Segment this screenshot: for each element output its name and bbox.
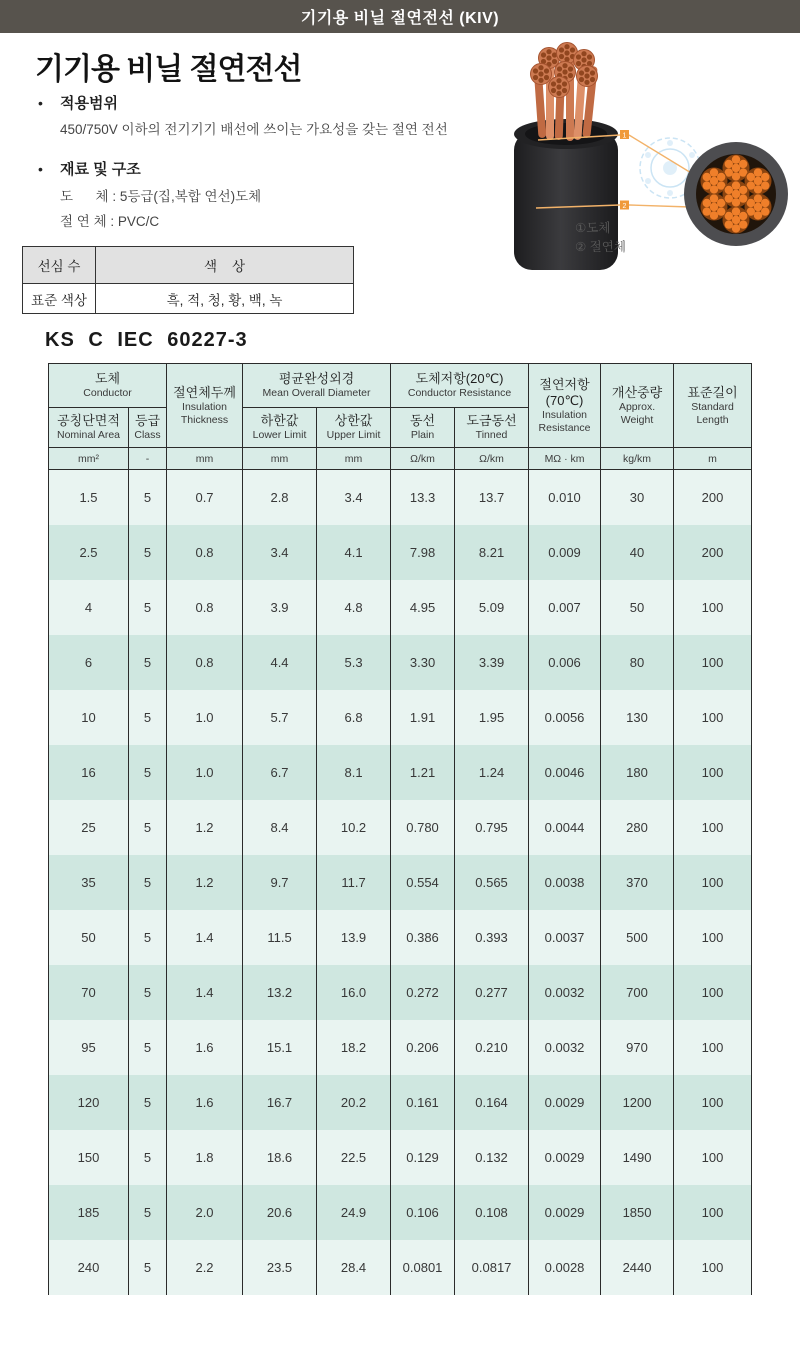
spec-table-row xyxy=(49,690,752,745)
spec-table-cell: 13.2 xyxy=(243,965,317,1020)
spec-table-cell: 80 xyxy=(601,635,674,690)
spec-table-cell: 95 xyxy=(49,1020,129,1075)
spec-table-cell: 70 xyxy=(49,965,129,1020)
spec-table-cell: 0.0056 xyxy=(529,690,601,745)
spec-table-row xyxy=(49,855,752,910)
spec-table-cell: 1850 xyxy=(601,1185,674,1240)
scope-heading: 적용범위 xyxy=(60,95,118,112)
spec-table-cell: 100 xyxy=(674,635,752,690)
marker-1 xyxy=(620,130,629,139)
spec-table-cell: 3.4 xyxy=(317,470,391,525)
spec-table-cell: 0.8 xyxy=(167,635,243,690)
spec-table-cell: 0.0037 xyxy=(529,910,601,965)
spec-table-cell: 0.8 xyxy=(167,525,243,580)
spec-table-cell: 5 xyxy=(129,910,167,965)
subheader-tinned xyxy=(455,408,529,448)
subheader-lower-limit-ko: 하한값 xyxy=(260,413,299,429)
spec-table-cell: 3.4 xyxy=(243,525,317,580)
spec-table-cell: 0.393 xyxy=(455,910,529,965)
spec-table-cell: 2.8 xyxy=(243,470,317,525)
spec-table-cell: 1.2 xyxy=(167,800,243,855)
spec-table-cell: 150 xyxy=(49,1130,129,1185)
spec-table-row xyxy=(49,1240,752,1295)
spec-table-cell: 130 xyxy=(601,690,674,745)
spec-table-cell: 2.0 xyxy=(167,1185,243,1240)
spec-table-head xyxy=(49,364,752,470)
spec-table-cell: 370 xyxy=(601,855,674,910)
spec-table-cell: 5.3 xyxy=(317,635,391,690)
spec-table-cell: 6.8 xyxy=(317,690,391,745)
spec-table-cell: 1.4 xyxy=(167,910,243,965)
spec-table-cell: 5 xyxy=(129,965,167,1020)
spec-table-cell: 1.91 xyxy=(391,690,455,745)
spec-table-cell: 500 xyxy=(601,910,674,965)
spec-table-cell: 1.24 xyxy=(455,745,529,800)
spec-table-cell: 0.386 xyxy=(391,910,455,965)
header-length-ko: 표준길이 xyxy=(687,384,738,400)
header-weight xyxy=(601,364,674,448)
spec-table-cell: 0.7 xyxy=(167,470,243,525)
bullet-materials xyxy=(38,158,478,179)
spec-table-cell: 4.8 xyxy=(317,580,391,635)
spec-table-cell: 11.5 xyxy=(243,910,317,965)
header-diameter-en: Mean Overall Diameter xyxy=(262,387,371,400)
subheader-upper-limit-ko: 상한값 xyxy=(334,413,373,429)
header-conductor xyxy=(49,364,167,408)
spec-table-cell: 18.2 xyxy=(317,1020,391,1075)
standard-code: KS C IEC 60227-3 xyxy=(45,329,248,351)
spec-table-cell: 0.780 xyxy=(391,800,455,855)
subheader-lower-limit xyxy=(243,408,317,448)
spec-table-cell: 20.2 xyxy=(317,1075,391,1130)
spec-table-cell: 0.009 xyxy=(529,525,601,580)
spec-table-cell: 0.006 xyxy=(529,635,601,690)
spec-table-cell: 18.6 xyxy=(243,1130,317,1185)
header-insulation-resistance-ko: 절연저항(70℃) xyxy=(539,376,590,408)
spec-table-cell: 0.0029 xyxy=(529,1130,601,1185)
svg-text:2: 2 xyxy=(622,202,627,210)
spec-table-cell: 5 xyxy=(129,1240,167,1295)
spec-table-cell: 2.2 xyxy=(167,1240,243,1295)
subheader-plain-ko: 동선 xyxy=(409,413,436,429)
spec-table-cell: 200 xyxy=(674,525,752,580)
spec-table-cell: 7.98 xyxy=(391,525,455,580)
spec-table-cell: 0.277 xyxy=(455,965,529,1020)
spec-table-cell: 20.6 xyxy=(243,1185,317,1240)
spec-table-cell: 100 xyxy=(674,910,752,965)
header-conductor-ko: 도체 xyxy=(94,371,121,387)
spec-table-cell: 16.0 xyxy=(317,965,391,1020)
spec-table-cell: 0.206 xyxy=(391,1020,455,1075)
spec-table-cell: 185 xyxy=(49,1185,129,1240)
spec-table-cell: 28.4 xyxy=(317,1240,391,1295)
header-weight-en: Approx. Weight xyxy=(618,401,656,426)
spec-table-cell: 0.0032 xyxy=(529,1020,601,1075)
spec-table-cell: 1.6 xyxy=(167,1075,243,1130)
color-header: 색 상 xyxy=(96,247,354,284)
svg-text:1: 1 xyxy=(622,132,627,140)
cable-figure-svg xyxy=(478,42,790,270)
spec-table-cell: 5.7 xyxy=(243,690,317,745)
spec-table-cell: 10 xyxy=(49,690,129,745)
spec-table-cell: 180 xyxy=(601,745,674,800)
spec-table-cell: 200 xyxy=(674,470,752,525)
group-header-row xyxy=(49,364,752,408)
spec-table-cell: 1.21 xyxy=(391,745,455,800)
spec-table-cell: 0.0029 xyxy=(529,1075,601,1130)
unit-lower-limit: mm xyxy=(243,448,317,470)
spec-table-cell: 0.210 xyxy=(455,1020,529,1075)
spec-table-cell: 4.4 xyxy=(243,635,317,690)
spec-table-cell: 8.1 xyxy=(317,745,391,800)
marker-2 xyxy=(620,201,629,210)
bullet-scope xyxy=(38,92,478,113)
spec-table-cell: 1.0 xyxy=(167,745,243,800)
subheader-class xyxy=(129,408,167,448)
spec-table-cell: 5 xyxy=(129,1020,167,1075)
spec-table xyxy=(48,363,752,1295)
spec-table-cell: 4 xyxy=(49,580,129,635)
spec-table-cell: 240 xyxy=(49,1240,129,1295)
subheader-upper-limit-en: Upper Limit xyxy=(326,429,381,442)
spec-table-cell: 5 xyxy=(129,1185,167,1240)
subheader-nominal-area-ko: 공칭단면적 xyxy=(57,413,120,429)
spec-table-cell: 5 xyxy=(129,580,167,635)
spec-table-cell: 13.7 xyxy=(455,470,529,525)
spec-table-cell: 50 xyxy=(601,580,674,635)
spec-table-cell: 10.2 xyxy=(317,800,391,855)
spec-table-cell: 0.0032 xyxy=(529,965,601,1020)
spec-table-cell: 0.0038 xyxy=(529,855,601,910)
spec-table-body xyxy=(49,470,752,1295)
spec-table-cell: 8.4 xyxy=(243,800,317,855)
spec-table-cell: 16 xyxy=(49,745,129,800)
subheader-upper-limit xyxy=(317,408,391,448)
spec-table-cell: 100 xyxy=(674,1240,752,1295)
spec-table-cell: 2440 xyxy=(601,1240,674,1295)
spec-table-cell: 24.9 xyxy=(317,1185,391,1240)
spec-table-row xyxy=(49,1020,752,1075)
spec-table-cell: 1490 xyxy=(601,1130,674,1185)
spec-table-cell: 5 xyxy=(129,470,167,525)
spec-table-cell: 0.010 xyxy=(529,470,601,525)
spec-table-row xyxy=(49,635,752,690)
spec-table-cell: 13.9 xyxy=(317,910,391,965)
header-insulation-thickness-ko: 절연체두께 xyxy=(173,384,236,400)
header-conductor-en: Conductor xyxy=(83,387,132,400)
header-insulation-resistance xyxy=(529,364,601,448)
spec-table-cell: 1.0 xyxy=(167,690,243,745)
unit-insulation-resistance: MΩ · km xyxy=(529,448,601,470)
spec-table-cell: 0.164 xyxy=(455,1075,529,1130)
bullet-dot-icon: • xyxy=(38,95,43,111)
spec-table-row xyxy=(49,470,752,525)
subheader-plain xyxy=(391,408,455,448)
spec-table-cell: 0.0044 xyxy=(529,800,601,855)
top-title-bar xyxy=(0,0,800,33)
spec-table-cell: 5 xyxy=(129,635,167,690)
spec-table-cell: 5 xyxy=(129,855,167,910)
header-conductor-resistance-en: Conductor Resistance xyxy=(407,387,512,400)
color-table xyxy=(22,246,354,314)
unit-header-row xyxy=(49,448,752,470)
cable-cross-section xyxy=(684,142,788,246)
subheader-nominal-area-en: Nominal Area xyxy=(56,429,121,442)
spec-table-cell: 100 xyxy=(674,855,752,910)
spec-table-cell: 2.5 xyxy=(49,525,129,580)
header-insulation-thickness xyxy=(167,364,243,448)
spec-table-cell: 100 xyxy=(674,1020,752,1075)
header-conductor-resistance xyxy=(391,364,529,408)
spec-table-cell: 0.0046 xyxy=(529,745,601,800)
subheader-class-ko: 등급 xyxy=(134,413,161,429)
spec-table-cell: 5 xyxy=(129,745,167,800)
spec-table-cell: 100 xyxy=(674,800,752,855)
spec-table-cell: 0.106 xyxy=(391,1185,455,1240)
spec-table-cell: 0.129 xyxy=(391,1130,455,1185)
color-table-data-row xyxy=(23,284,354,314)
unit-plain: Ω/km xyxy=(391,448,455,470)
subheader-nominal-area xyxy=(49,408,129,448)
spec-table-cell: 100 xyxy=(674,580,752,635)
spec-table-cell: 5 xyxy=(129,1075,167,1130)
spec-table-cell: 0.272 xyxy=(391,965,455,1020)
spec-table-cell: 1.5 xyxy=(49,470,129,525)
header-conductor-resistance-ko: 도체저항(20℃) xyxy=(415,371,504,387)
spec-table-cell: 970 xyxy=(601,1020,674,1075)
spec-table-cell: 5.09 xyxy=(455,580,529,635)
spec-table-cell: 0.161 xyxy=(391,1075,455,1130)
subheader-lower-limit-en: Lower Limit xyxy=(252,429,307,442)
spec-table-cell: 0.007 xyxy=(529,580,601,635)
spec-table-row xyxy=(49,580,752,635)
spec-table-cell: 120 xyxy=(49,1075,129,1130)
spec-table-cell: 0.132 xyxy=(455,1130,529,1185)
spec-table-cell: 280 xyxy=(601,800,674,855)
spec-table-cell: 13.3 xyxy=(391,470,455,525)
spec-table-cell: 100 xyxy=(674,690,752,745)
spec-table-cell: 0.0801 xyxy=(391,1240,455,1295)
spec-table-cell: 0.554 xyxy=(391,855,455,910)
subheader-tinned-ko: 도금동선 xyxy=(466,413,517,429)
spec-table-cell: 3.39 xyxy=(455,635,529,690)
spec-table-cell: 8.21 xyxy=(455,525,529,580)
spec-table-cell: 100 xyxy=(674,1130,752,1185)
spec-table-cell: 1.2 xyxy=(167,855,243,910)
materials-heading: 재료 및 구조 xyxy=(60,160,141,178)
unit-nominal-area: mm² xyxy=(49,448,129,470)
unit-upper-limit: mm xyxy=(317,448,391,470)
spec-table-row xyxy=(49,800,752,855)
standard-color-label: 표준 색상 xyxy=(23,284,96,314)
unit-class: - xyxy=(129,448,167,470)
spec-table-cell: 5 xyxy=(129,1130,167,1185)
spec-table-cell: 25 xyxy=(49,800,129,855)
spec-table-cell: 4.95 xyxy=(391,580,455,635)
bullet-dot-icon: • xyxy=(38,160,43,177)
spec-table-cell: 40 xyxy=(601,525,674,580)
spec-table-cell: 1200 xyxy=(601,1075,674,1130)
spec-table-cell: 0.565 xyxy=(455,855,529,910)
spec-table-cell: 30 xyxy=(601,470,674,525)
spec-table-cell: 0.0817 xyxy=(455,1240,529,1295)
spec-table-cell: 11.7 xyxy=(317,855,391,910)
spec-table-cell: 0.8 xyxy=(167,580,243,635)
color-table-header-row xyxy=(23,247,354,284)
spec-table-cell: 100 xyxy=(674,965,752,1020)
page-title: 기기용 비닐 절연전선 xyxy=(35,53,302,86)
cable-illustration xyxy=(478,42,790,270)
unit-length: m xyxy=(674,448,752,470)
spec-table-cell: 16.7 xyxy=(243,1075,317,1130)
unit-tinned: Ω/km xyxy=(455,448,529,470)
intro-section xyxy=(38,92,478,234)
spec-table-cell: 100 xyxy=(674,1075,752,1130)
unit-weight: kg/km xyxy=(601,448,674,470)
materials-line-conductor: 도 체 : 5등급(집,복합 연선)도체 xyxy=(60,188,262,204)
spec-table-cell: 35 xyxy=(49,855,129,910)
header-insulation-thickness-en: Insulation Thickness xyxy=(180,401,229,426)
header-insulation-resistance-en: Insulation Resistance xyxy=(538,409,591,434)
spec-table-row xyxy=(49,965,752,1020)
spec-table-cell: 3.30 xyxy=(391,635,455,690)
top-title-text: 기기용 비닐 절연전선 (KIV) xyxy=(300,10,500,27)
spec-table-cell: 0.108 xyxy=(455,1185,529,1240)
header-length-en: Standard Length xyxy=(691,401,734,426)
spec-table-cell: 100 xyxy=(674,1185,752,1240)
spec-table-cell: 15.1 xyxy=(243,1020,317,1075)
spec-table-cell: 0.0028 xyxy=(529,1240,601,1295)
spec-table-cell: 700 xyxy=(601,965,674,1020)
spec-table-cell: 3.9 xyxy=(243,580,317,635)
standard-color-values: 흑, 적, 청, 황, 백, 녹 xyxy=(96,284,354,314)
header-weight-ko: 개산중량 xyxy=(611,384,663,400)
materials-line-insulation: 절 연 체 : PVC/C xyxy=(60,213,160,229)
spec-table-row xyxy=(49,1075,752,1130)
spec-table-cell: 5 xyxy=(129,525,167,580)
spec-table-cell: 1.6 xyxy=(167,1020,243,1075)
label-conductor: ①도체 xyxy=(575,221,611,235)
header-diameter xyxy=(243,364,391,408)
spec-table-cell: 5 xyxy=(129,800,167,855)
header-diameter-ko: 평균완성외경 xyxy=(278,371,355,387)
header-length xyxy=(674,364,752,448)
spec-table-cell: 22.5 xyxy=(317,1130,391,1185)
spec-table-cell: 0.0029 xyxy=(529,1185,601,1240)
spec-table-row xyxy=(49,910,752,965)
spec-table-cell: 1.95 xyxy=(455,690,529,745)
spec-table-cell: 9.7 xyxy=(243,855,317,910)
spec-table-cell: 5 xyxy=(129,690,167,745)
spec-table-cell: 50 xyxy=(49,910,129,965)
spec-table-row xyxy=(49,1185,752,1240)
spec-table-cell: 4.1 xyxy=(317,525,391,580)
spec-table-cell: 0.795 xyxy=(455,800,529,855)
spec-table-cell: 100 xyxy=(674,745,752,800)
unit-thickness: mm xyxy=(167,448,243,470)
spec-table-cell: 23.5 xyxy=(243,1240,317,1295)
spec-table-row xyxy=(49,1130,752,1185)
subheader-class-en: Class xyxy=(134,429,161,442)
spec-table-cell: 6.7 xyxy=(243,745,317,800)
subheader-tinned-en: Tinned xyxy=(475,429,508,442)
spec-table-row xyxy=(49,745,752,800)
spec-table-cell: 6 xyxy=(49,635,129,690)
spec-table-row xyxy=(49,525,752,580)
subheader-plain-en: Plain xyxy=(410,429,435,442)
cores-header: 선심 수 xyxy=(23,247,96,284)
label-insulation: ② 절연체 xyxy=(575,240,626,254)
scope-body: 450/750V 이하의 전기기기 배선에 쓰이는 가요성을 갖는 절연 전선 xyxy=(60,122,448,137)
spec-table-cell: 1.4 xyxy=(167,965,243,1020)
spec-table-cell: 1.8 xyxy=(167,1130,243,1185)
